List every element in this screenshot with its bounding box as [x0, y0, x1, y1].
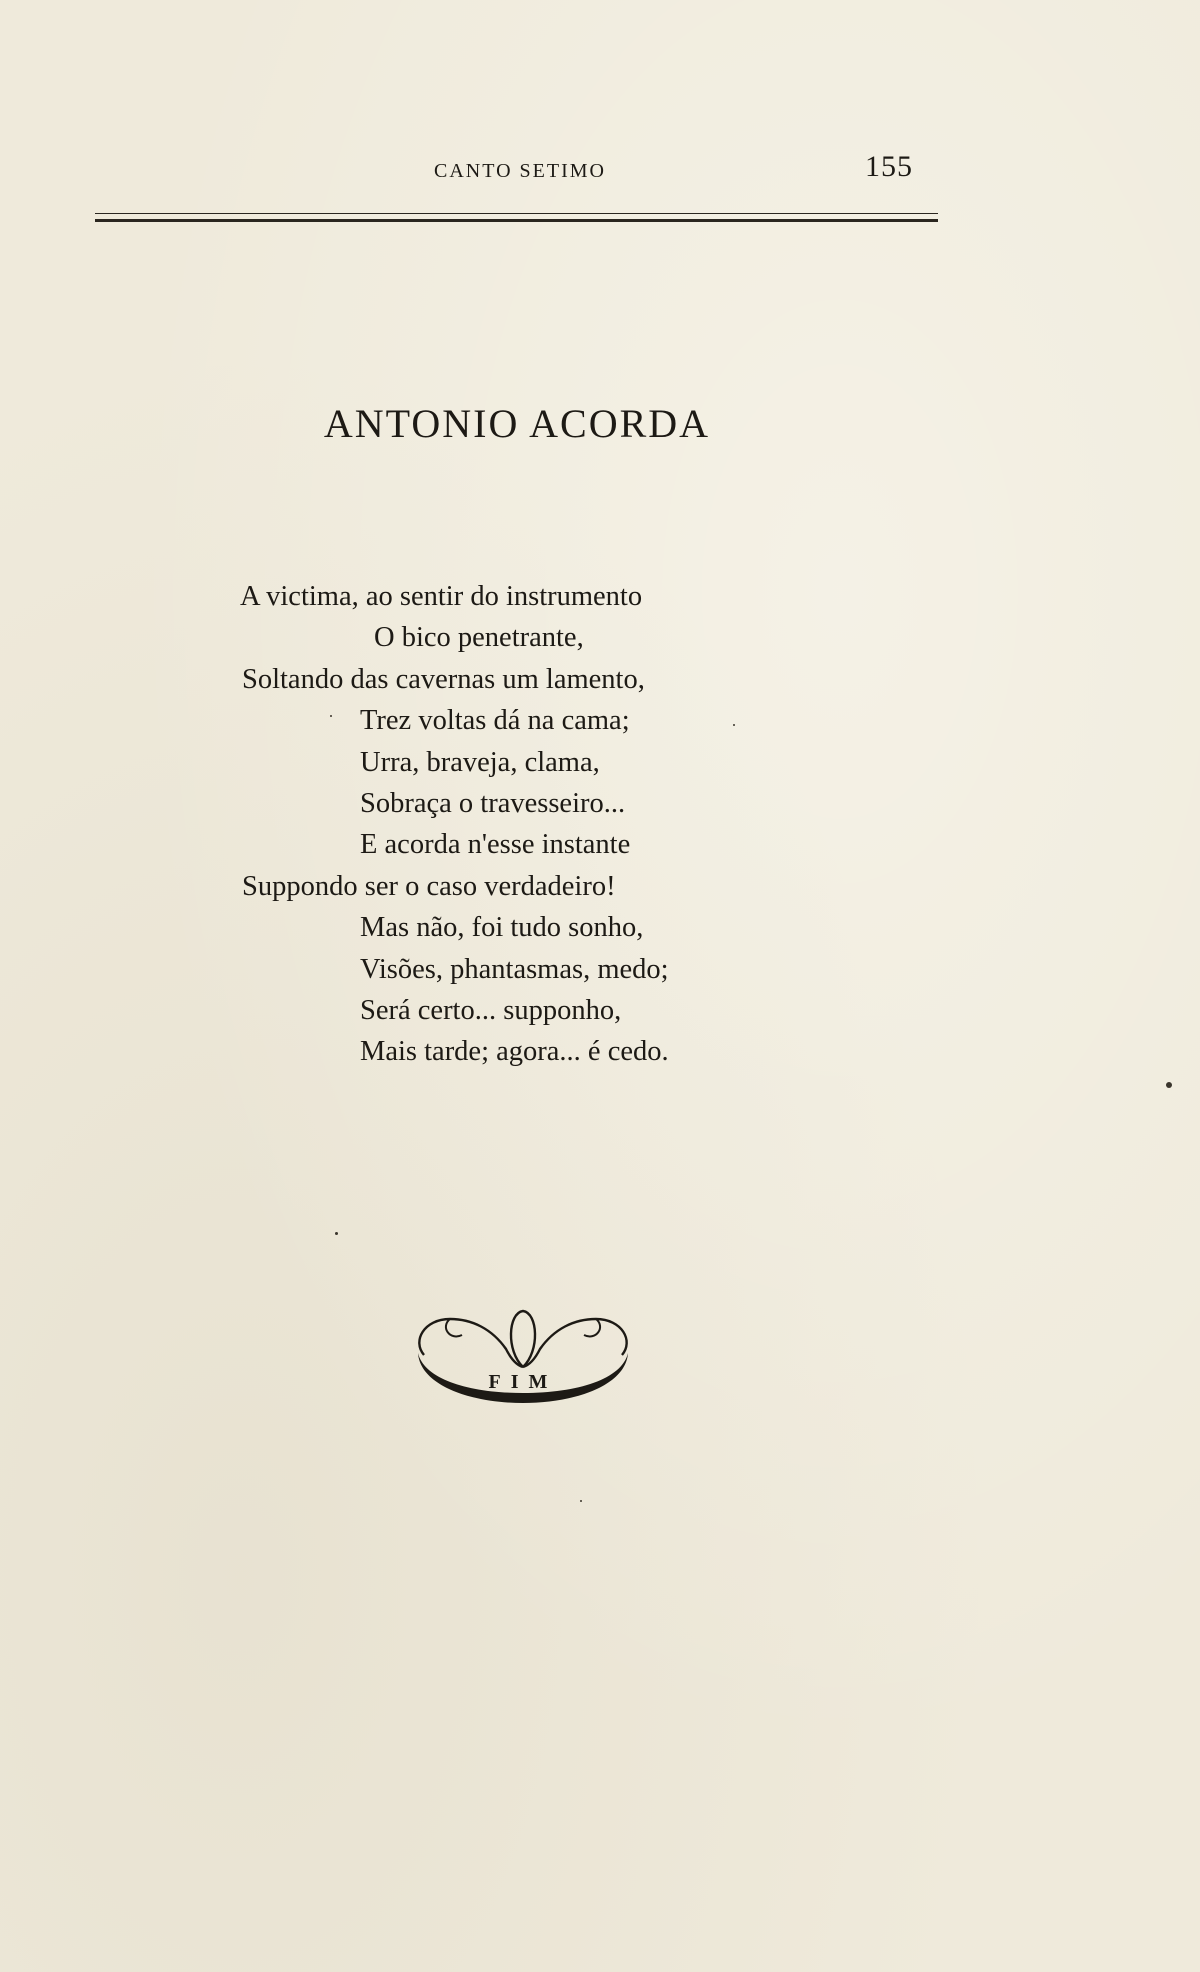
poem-line: Mais tarde; agora... é cedo.: [360, 1036, 669, 1067]
scroll-flourish-icon: [410, 1305, 636, 1410]
header-rule: [95, 213, 938, 223]
header-rule-thick: [95, 219, 938, 222]
fim-label: FIM: [488, 1371, 558, 1393]
paper-speck: [330, 715, 332, 717]
poem-line: Urra, braveja, clama,: [360, 747, 600, 778]
running-head: CANTO SETIMO: [434, 160, 606, 182]
poem-line: Sobraça o travesseiro...: [360, 788, 626, 819]
page-number: 155: [865, 150, 913, 183]
paper-speck: [733, 724, 735, 726]
poem-line: O bico penetrante,: [374, 622, 584, 653]
header-rule-thin: [95, 213, 938, 214]
paper-speck: [335, 1232, 338, 1235]
fim-ornament: [410, 1305, 636, 1410]
poem-line: Mas não, foi tudo sonho,: [360, 912, 644, 943]
paper-speck: [1166, 1082, 1172, 1088]
poem-line: Trez voltas dá na cama;: [360, 705, 630, 736]
poem-line: E acorda n'esse instante: [360, 829, 631, 860]
paper-speck: [580, 1500, 582, 1502]
poem-title: ANTONIO ACORDA: [323, 401, 711, 446]
poem-line: Visões, phantasmas, medo;: [360, 954, 669, 985]
poem-line: A victima, ao sentir do instrumento: [240, 581, 643, 612]
poem-line: Soltando das cavernas um lamento,: [242, 664, 645, 695]
poem-line: Suppondo ser o caso verdadeiro!: [242, 871, 616, 902]
poem-line: Será certo... supponho,: [360, 995, 622, 1026]
